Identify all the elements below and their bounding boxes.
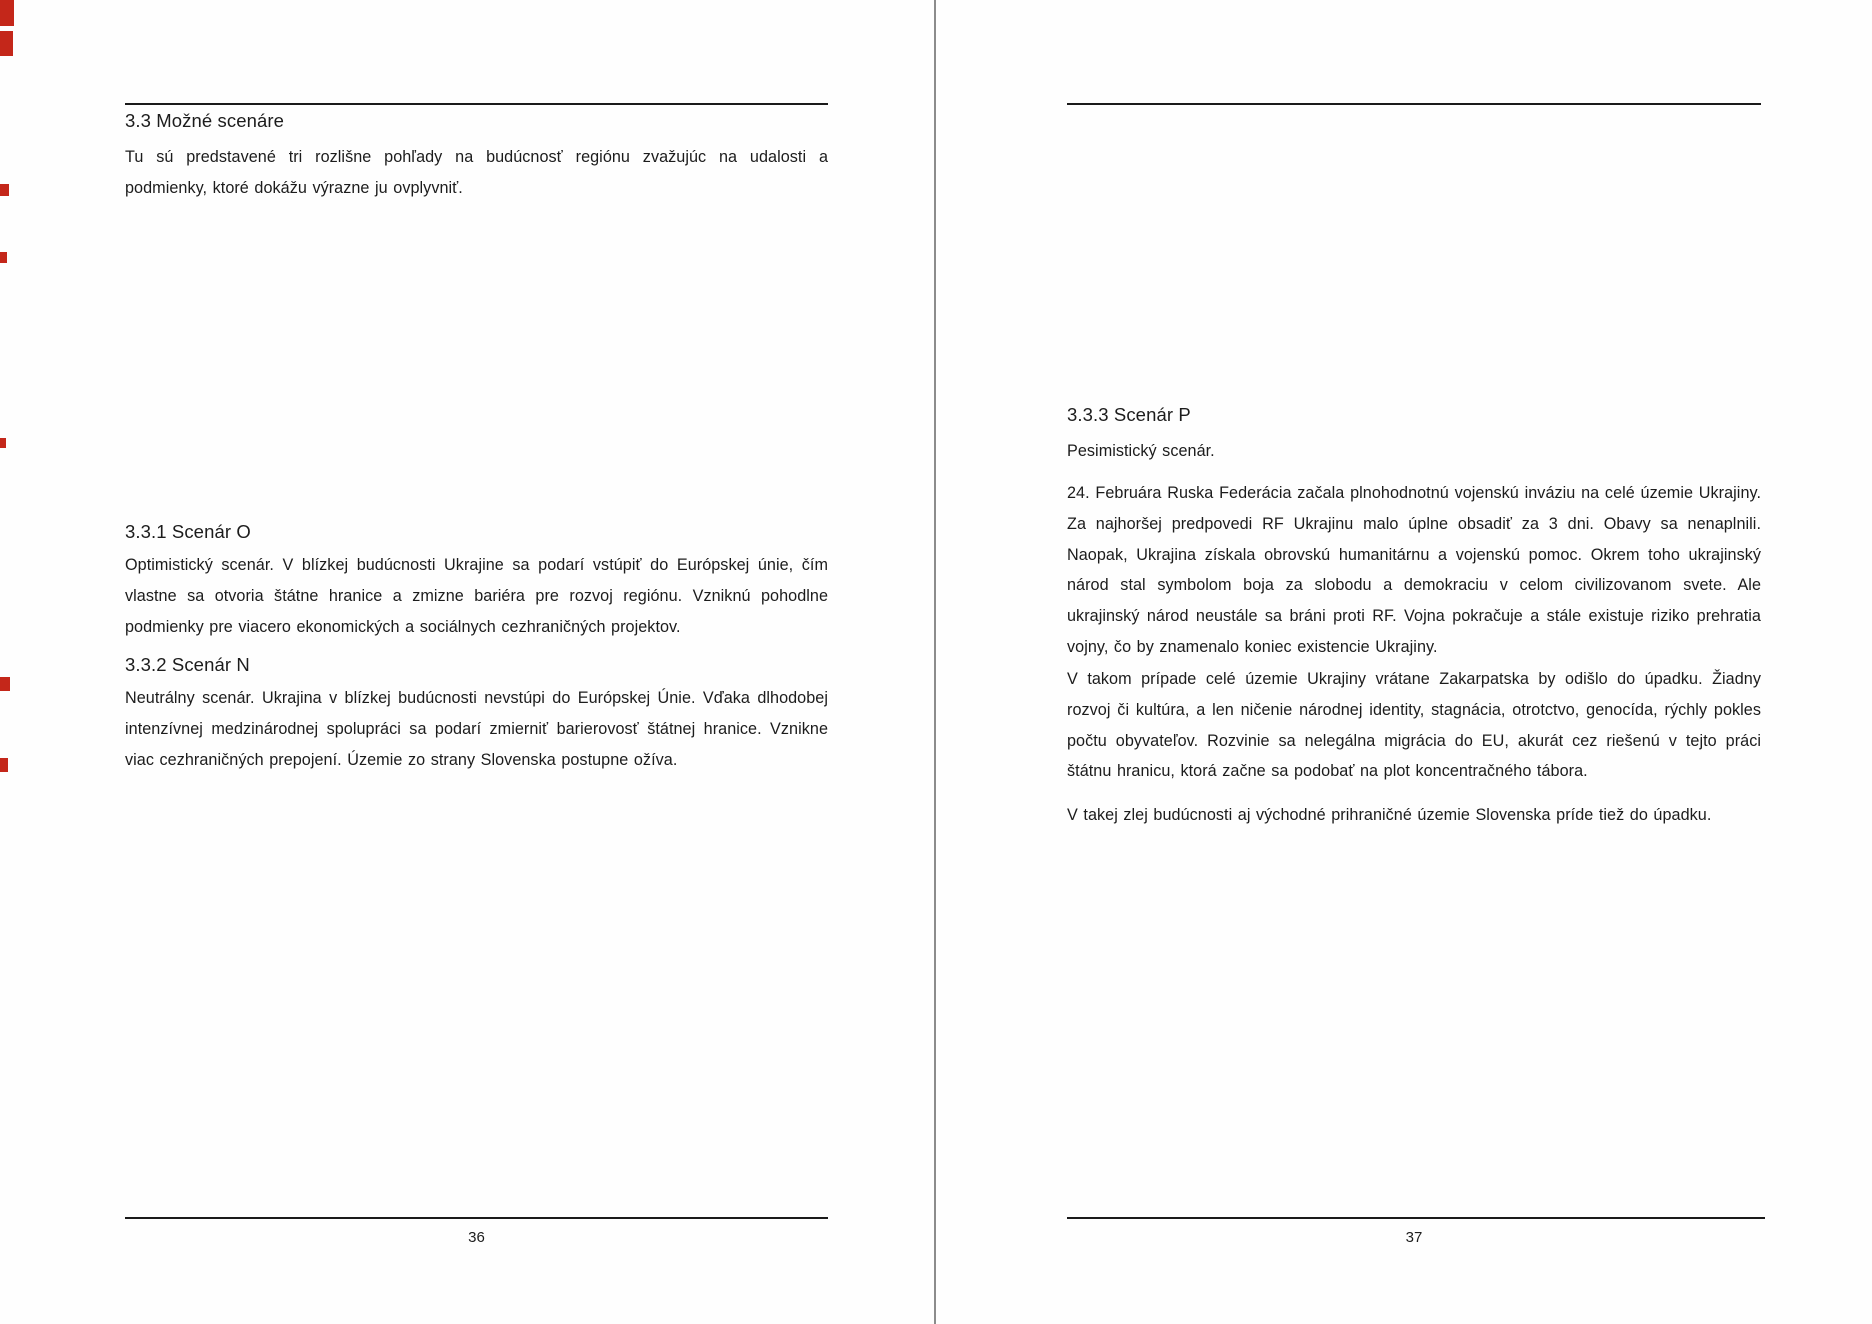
section-heading: 3.3.1 Scenár O: [125, 521, 251, 542]
paragraph: Optimistický scenár. V blízkej budúcnosti Ukrajine sa podarí vstúpiť do Európskej únie, čím vlastne sa otvoria štátne hranice a zmizne bariéra pre rozvoj regiónu. Vzniknú pohodlne podmienky pre viacero ekonomických a sociálnych cezhraničných projektov.: [125, 556, 828, 636]
paragraph: V takom prípade celé územie Ukrajiny vrátane Zakarpatska by odišlo do úpadku. Žiadny rozvoj či kultúra, a len ničenie národnej identity, stagnácia, otrotctvo, genocída, rýchly pokles počtu obyvateľov. Rozvinie sa nelegálna migrácia do EU, akurát cez riešenú v tejto práci štátnu hranicu, ktorá začne sa podobať na plot koncentračného tábora.: [1067, 670, 1761, 781]
red-scan-mark: [0, 677, 10, 691]
section-subheading: Pesimistický scenár.: [1067, 442, 1215, 460]
red-scan-mark: [0, 252, 7, 263]
red-scan-mark: [0, 184, 9, 196]
header-rule-left: [125, 103, 828, 105]
red-scan-mark: [0, 438, 6, 448]
paragraph: Neutrálny scenár. Ukrajina v blízkej budúcnosti nevstúpi do Európskej Únie. Vďaka dlhodobej intenzívnej medzinárodnej spolupráci sa podarí zmierniť barierovosť štátnej hranice. Vznikne viac cezhraničných prepojení. Územie zo strany Slovenska postupne ožíva.: [125, 689, 828, 769]
section-heading: 3.3.2 Scenár N: [125, 654, 250, 675]
red-scan-mark: [0, 31, 13, 56]
paragraph: V takej zlej budúcnosti aj východné prihraničné územie Slovenska príde tiež do úpadku.: [1067, 806, 1712, 824]
page-gutter-divider: [934, 0, 936, 1324]
paragraph: Tu sú predstavené tri rozlišne pohľady na budúcnosť regiónu zvažujúc na udalosti a podmienky, ktoré dokážu výrazne ju ovplyvniť.: [125, 148, 828, 197]
page-number: 37: [1405, 1229, 1423, 1246]
footer-rule-right: [1067, 1217, 1765, 1219]
header-rule-right: [1067, 103, 1761, 105]
red-scan-mark: [0, 0, 14, 26]
paragraph: 24. Februára Ruska Federácia začala plnohodnotnú vojenskú inváziu na celé územie Ukrajiny. Za najhoršej predpovedi RF Ukrajinu malo úplne obsadiť za 3 dni. Obavy sa nenaplnili. Naopak, Ukrajina získala obrovskú humanitárnu a vojenskú pomoc. Okrem toho ukrajinský národ stal symbolom boja za slobodu a demokraciu v celom civilizovanom svete. Ale ukrajinský národ neustále sa bráni proti RF. Vojna pokračuje a stále existuje riziko prehratia vojny, čo by znamenalo koniec existencie Ukrajiny.: [1067, 484, 1761, 656]
section-heading: 3.3 Možné scenáre: [125, 110, 285, 131]
page-number: 36: [468, 1229, 485, 1246]
footer-rule-left: [125, 1217, 828, 1219]
red-scan-mark: [0, 758, 8, 772]
section-heading: 3.3.3 Scenár P: [1067, 404, 1191, 425]
